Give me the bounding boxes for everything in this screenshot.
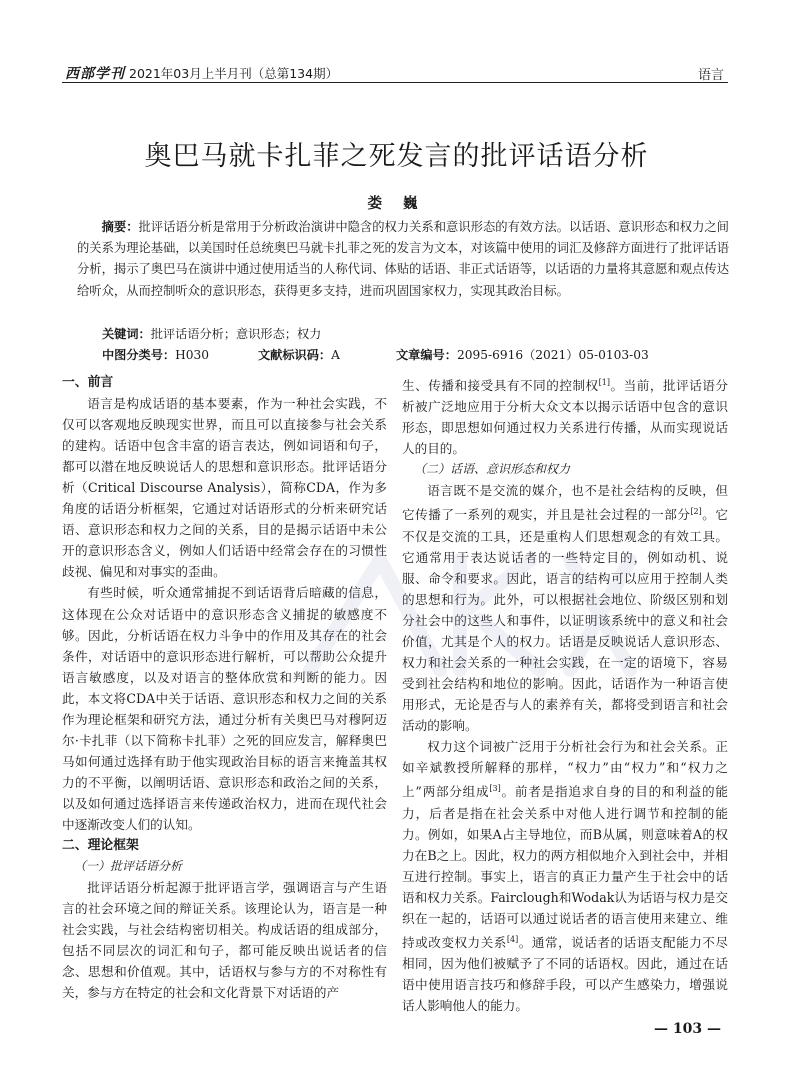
paragraph-power bbox=[402, 736, 728, 1016]
text-span: 。它不仅是交流的工具，还是重构人们思想观念的有效工具。它通常用于表达说话者的一些特定目的，例如动机、说服、命令和要求。因此，语言的结构可以应用于控制人类的思想和行为。此外，可以根据社会地位、阶级区别和划分社会中的这些人和事件，以证明该系统中的意义和社会价值，尤其是个人的权力。话语是反映说话人意识形态、权力和社会关系的一种社会实践，在一定的语境下，容易受到社会结构和地位的影响。因此，话语作为一种语言使用形式，无论是否与人的素养有关，都将受到语言和社会活动的影响。 bbox=[402, 507, 729, 734]
article-title: 奥巴马就卡扎菲之死发言的批评话语分析 bbox=[144, 141, 649, 172]
citation-2: [2] bbox=[690, 507, 702, 517]
abstract-label: 摘要： bbox=[101, 219, 139, 234]
keywords: 批评话语分析；意识形态；权力 bbox=[150, 327, 322, 341]
paragraph-language bbox=[402, 480, 728, 736]
abstract-text: 批评话语分析是常用于分析政治演讲中隐含的权力关系和意识形态的有效方法。以话语、意识形态和权力之间的关系为理论基础，以美国时任总统奥巴马就卡扎菲之死的发言为文本，对该篇中使用的词汇及修辞方面进行了批评话语分析，揭示了奥巴马在演讲中通过使用适当的人称代词、体贴的话语、非正式话语等，以话语的力量将其意愿和观点传达给听众，从而控制听众的意识形态，获得更多支持，进而巩固国家权力，实现其政治目标。 bbox=[77, 220, 729, 298]
paragraph-cda-cont bbox=[402, 372, 728, 459]
citation-1: [1] bbox=[598, 378, 611, 387]
text-span: 权力这个词被广泛用于分析社会行为和社会关系。正如辛斌教授所解释的那样，“权力”由“权力”和“权力之上”两部分组成 bbox=[402, 739, 728, 800]
header-rule bbox=[62, 82, 728, 83]
paragraph-intro-1: 语言是构成话语的基本要素，作为一种社会实践，不仅可以客观地反映现实世界，而且可以直接参与社会关系的建构。话语中包含丰富的语言表达，例如词语和句子，都可以潜在地反映说话人的思想和意识形态。批评话语分析（Critical Discourse Analysis），简称CDA，作为多角度的话语分析框架，它通过对话语形式的分析来研究话语、意识形态和权力之间的关系，目的是揭示话语中未公开的意识形态含义，例如人们话语中经常会存在的习惯性歧视、偏见和对事实的歪曲。 bbox=[62, 396, 387, 580]
article-no: 2095-6916（2021）05-0103-03 bbox=[456, 348, 649, 362]
left-column bbox=[62, 372, 387, 1003]
text-span: 。当前，批评话语分析被广泛地应用于分析大众文本以揭示话语中包含的意识形态，即思想如何通过权力关系进行传播，从而实现说话人的目的。 bbox=[402, 378, 729, 457]
text-span: 。通常，说话者的话语支配能力不尽相同，因为他们被赋予了不同的话语权。因此，通过在话语中使用语言技巧和修辞手段，可以产生感染力，增强说话人影响他人的能力。 bbox=[402, 934, 729, 1014]
doc-code: A bbox=[331, 348, 340, 362]
subheading-cda: （一）批评话语分析 bbox=[74, 859, 183, 874]
doc-code-label: 文献标识码： bbox=[258, 348, 332, 362]
right-column bbox=[402, 372, 728, 1016]
page-number: — 103 — bbox=[654, 1021, 721, 1037]
citation-4: [4] bbox=[506, 934, 519, 944]
journal-logo: 西部学刊 bbox=[65, 66, 125, 82]
issue-info: 2021年03月上半月刊（总第134期） bbox=[129, 66, 339, 81]
paragraph-intro-2: 有些时候，听众通常捕捉不到话语背后暗藏的信息，这体现在公众对话语中的意识形态含义捕捉的敏感度不够。因此，分析话语在权力斗争中的作用及其存在的社会条件，对话语中的意识形态进行解析，可以帮助公众提升语言敏感度，以及对语言的整体欣赏和判断的能力。因此，本文将CDA中关于话语、意识形态和权力之间的关系作为理论框架和研究方法，通过分析有关奥巴马对穆阿迈尔·卡扎菲（以下简称卡扎菲）之死的回应发言，解释奥巴马如何通过选择有助于他实现政治目标的语言来掩盖其权力的不平衡，以阐明话语、意识形态和政治之间的关系，以及如何通过选择语言来传递政治权力，进而在现代社会中逐渐改变人们的认知。 bbox=[62, 585, 387, 832]
clc-code: H030 bbox=[175, 348, 210, 362]
paragraph-cda: 批评话语分析起源于批评语言学，强调语言与产生语言的社会环境之间的辩证关系。该理论认为，语言是一种社会实践，与社会结构密切相关。构成话语的组成部分，包括不同层次的词汇和句子，都可能反映出说话者的信念、思想和价值观。其中，话语权与参与方的不对称性有关，参与方在特定的社会和文化背景下对话语的产 bbox=[62, 880, 387, 1001]
doc-code-line bbox=[258, 346, 340, 363]
text-span: 生、传播和接受具有不同的控制权 bbox=[402, 378, 599, 394]
heading-intro: 一、前言 bbox=[62, 375, 114, 390]
text-span: 语言既不是交流的媒介，也不是社会结构的反映，但它传播了一系列的观实，并且是社会过程的一部分 bbox=[402, 483, 728, 523]
author-name: 娄 巍 bbox=[367, 195, 426, 212]
keywords-label: 关键词： bbox=[102, 327, 151, 341]
citation-3: [3] bbox=[489, 784, 501, 794]
article-no-line bbox=[396, 346, 649, 363]
keywords-line bbox=[102, 325, 321, 342]
running-header-left bbox=[65, 63, 338, 83]
clc-label: 中图分类号： bbox=[102, 348, 176, 362]
text-span: 。前者是指追求自身的目的和利益的能力，后者是指在社会关系中对他人进行调节和控制的能力。例如，如果A占主导地位，而B从属，则意味着A的权力在B之上。因此，权力的两方相似地介入到社会中，并相互进行控制。事实上，语言的真正力量产生于社会中的话语和权力关系。Fairclough和Wodak认为话语与权力是交织在一起的，话语可以通过说话者的语言使用来建立、维持或改变权力关系 bbox=[402, 784, 728, 950]
article-no-label: 文章编号： bbox=[396, 348, 457, 362]
clc-line bbox=[102, 346, 209, 363]
abstract bbox=[77, 216, 729, 302]
heading-theory: 二、理论框架 bbox=[62, 838, 139, 854]
section-label: 语言 bbox=[697, 68, 724, 83]
subheading-discourse-ideology-power: （二）话语、意识形态和权力 bbox=[414, 462, 571, 477]
